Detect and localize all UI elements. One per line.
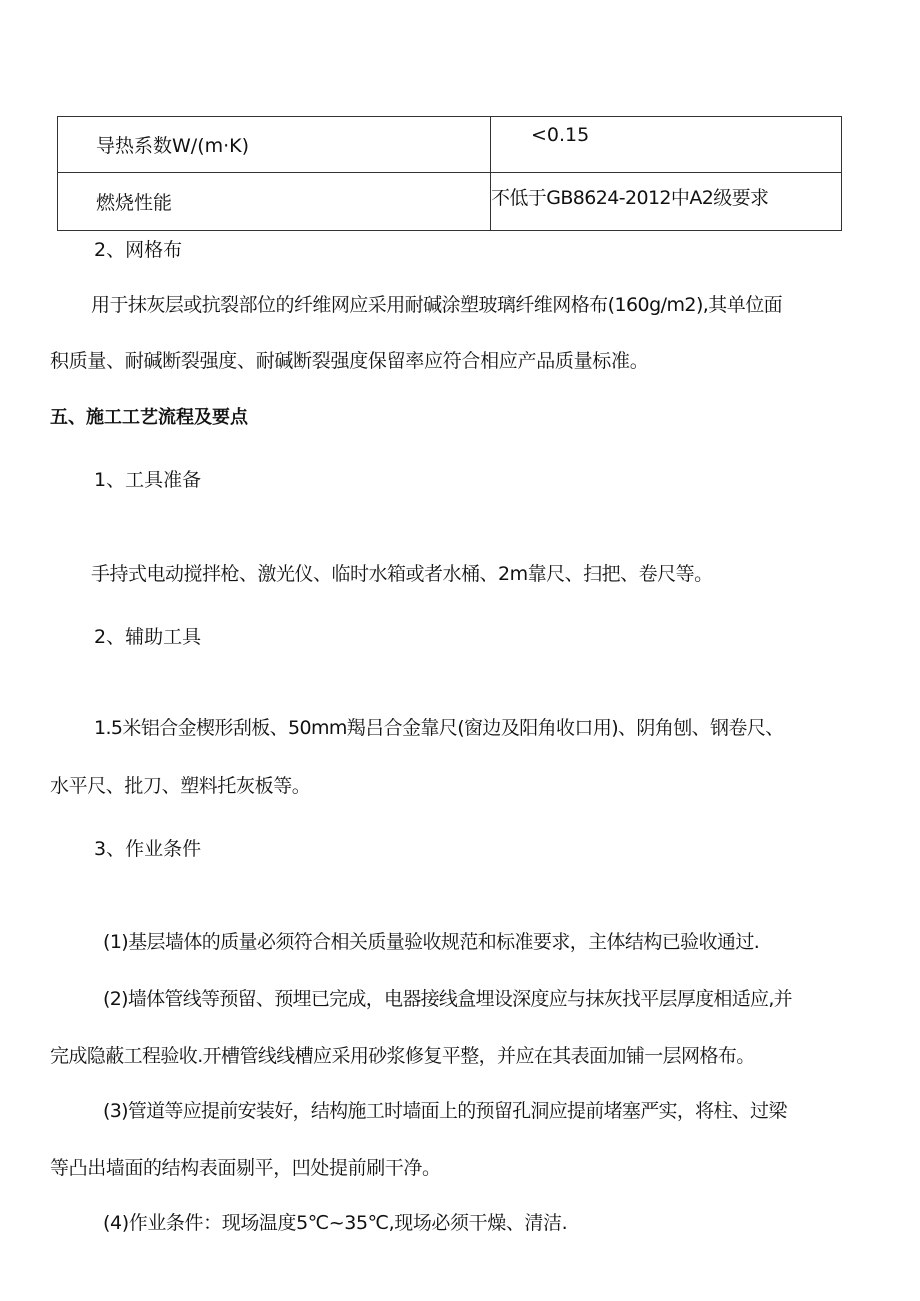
section-5-heading: 五、施工工艺流程及要点 <box>50 407 248 428</box>
aux-tools-heading: 2、辅助工具 <box>94 626 202 648</box>
table-cell-label <box>58 173 491 231</box>
table-cell-value <box>491 173 842 231</box>
thermal-conductivity-label: 导热系数W/(m·K) <box>96 135 250 157</box>
tools-heading: 1、工具准备 <box>94 469 202 491</box>
condition-item-3-continued: 等凸出墙面的结构表面剔平，凹处提前刷干净。 <box>50 1157 441 1179</box>
condition-item-4: (4)作业条件：现场温度5℃~35℃,现场必须干燥、清洁. <box>103 1212 568 1234</box>
fire-performance-label: 燃烧性能 <box>96 192 173 214</box>
conditions-heading: 3、作业条件 <box>94 838 202 860</box>
thermal-conductivity-value: <0.15 <box>531 123 590 146</box>
table-cell-value <box>491 117 842 173</box>
condition-item-3: (3)管道等应提前安装好，结构施工时墙面上的预留孔洞应提前堵塞严实，将柱、过梁 <box>103 1100 787 1122</box>
table-cell-label <box>58 117 491 173</box>
condition-item-2: (2)墙体管线等预留、预埋已完成，电器接线盒埋设深度应与抹灰找平层厚度相适应,并 <box>103 988 792 1010</box>
table-row <box>58 117 842 173</box>
table-row <box>58 173 842 231</box>
aux-tools-line: 1.5米铝合金楔形刮板、50mm羯吕合金靠尺(窗边及阳角收口用)、阴角刨、钢卷尺、 <box>94 717 784 739</box>
spec-table <box>57 116 842 231</box>
aux-tools-line: 水平尺、批刀、塑料托灰板等。 <box>50 775 311 797</box>
mesh-paragraph-line: 积质量、耐碱断裂强度、耐碱断裂强度保留率应符合相应产品质量标准。 <box>50 350 649 372</box>
condition-item-2-continued: 完成隐蔽工程验收.开槽管线线槽应采用砂浆修复平整，并应在其表面加铺一层网格布。 <box>50 1045 755 1067</box>
fire-performance-value: 不低于GB8624-2012中A2级要求 <box>491 187 769 209</box>
tools-text: 手持式电动搅拌枪、激光仪、临时水箱或者水桶、2m靠尺、扫把、卷尺等。 <box>91 563 713 585</box>
mesh-paragraph-line: 用于抹灰层或抗裂部位的纤维网应采用耐碱涂塑玻璃纤维网格布(160g/m2),其单位面 <box>91 294 783 316</box>
condition-item-1: (1)基层墙体的质量必须符合相关质量验收规范和标准要求，主体结构已验收通过. <box>103 931 760 953</box>
mesh-heading: 2、网格布 <box>94 239 183 261</box>
